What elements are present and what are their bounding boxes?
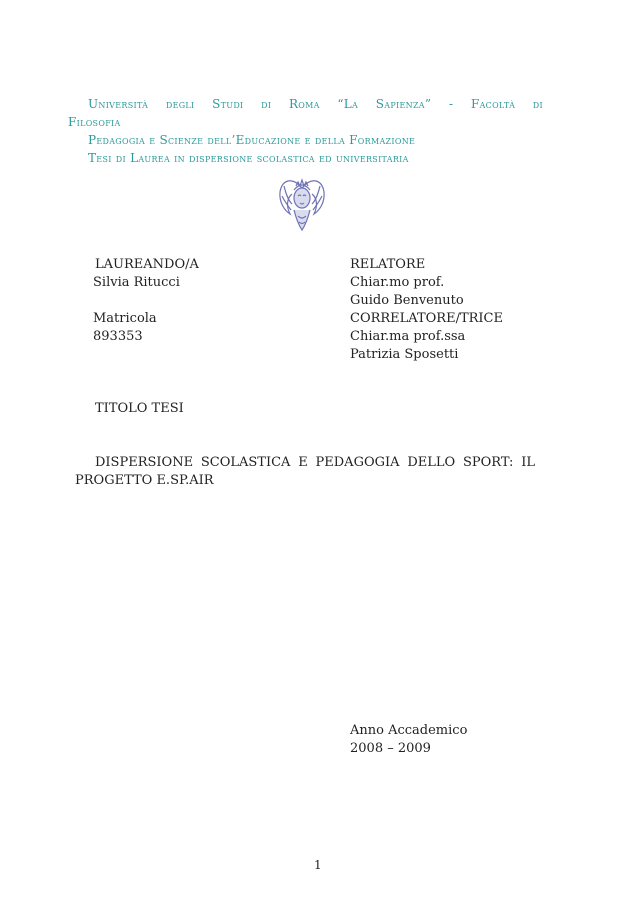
academic-year-label: Anno Accademico	[350, 723, 468, 738]
correlatore-name: Patrizia Sposetti	[350, 347, 459, 362]
faculty-header-continuation: Filosofia	[68, 115, 121, 129]
thesis-title-label: TITOLO TESI	[95, 401, 184, 416]
thesis-title-line-1: DISPERSIONE SCOLASTICA E PEDAGOGIA DELLO SPORT: IL	[95, 455, 535, 470]
graduand-name: Silvia Ritucci	[93, 275, 180, 290]
thesis-course-line: Tesi di Laurea in dispersione scolastica ed universitaria	[88, 151, 409, 165]
graduand-label: LAUREANDO/A	[95, 257, 199, 272]
matricola-label: Matricola	[93, 311, 157, 326]
matricola-value: 893353	[93, 329, 143, 344]
academic-year-value: 2008 – 2009	[350, 741, 431, 756]
correlatore-label: CORRELATORE/TRICE	[350, 311, 503, 326]
faculty-department-line: Pedagogia e Scienze dell’Educazione e della Formazione	[88, 133, 416, 147]
correlatore-title: Chiar.ma prof.ssa	[350, 329, 466, 344]
page-number: 1	[314, 858, 322, 872]
sapienza-crest-icon	[276, 170, 328, 234]
relatore-title: Chiar.mo prof.	[350, 275, 445, 290]
relatore-label: RELATORE	[350, 257, 426, 272]
thesis-title-line-2: PROGETTO E.SP.AIR	[75, 473, 214, 488]
university-header-line: Università degli Studi di Roma “La Sapienza” - Facoltà di	[88, 97, 543, 111]
relatore-name: Guido Benvenuto	[350, 293, 464, 308]
